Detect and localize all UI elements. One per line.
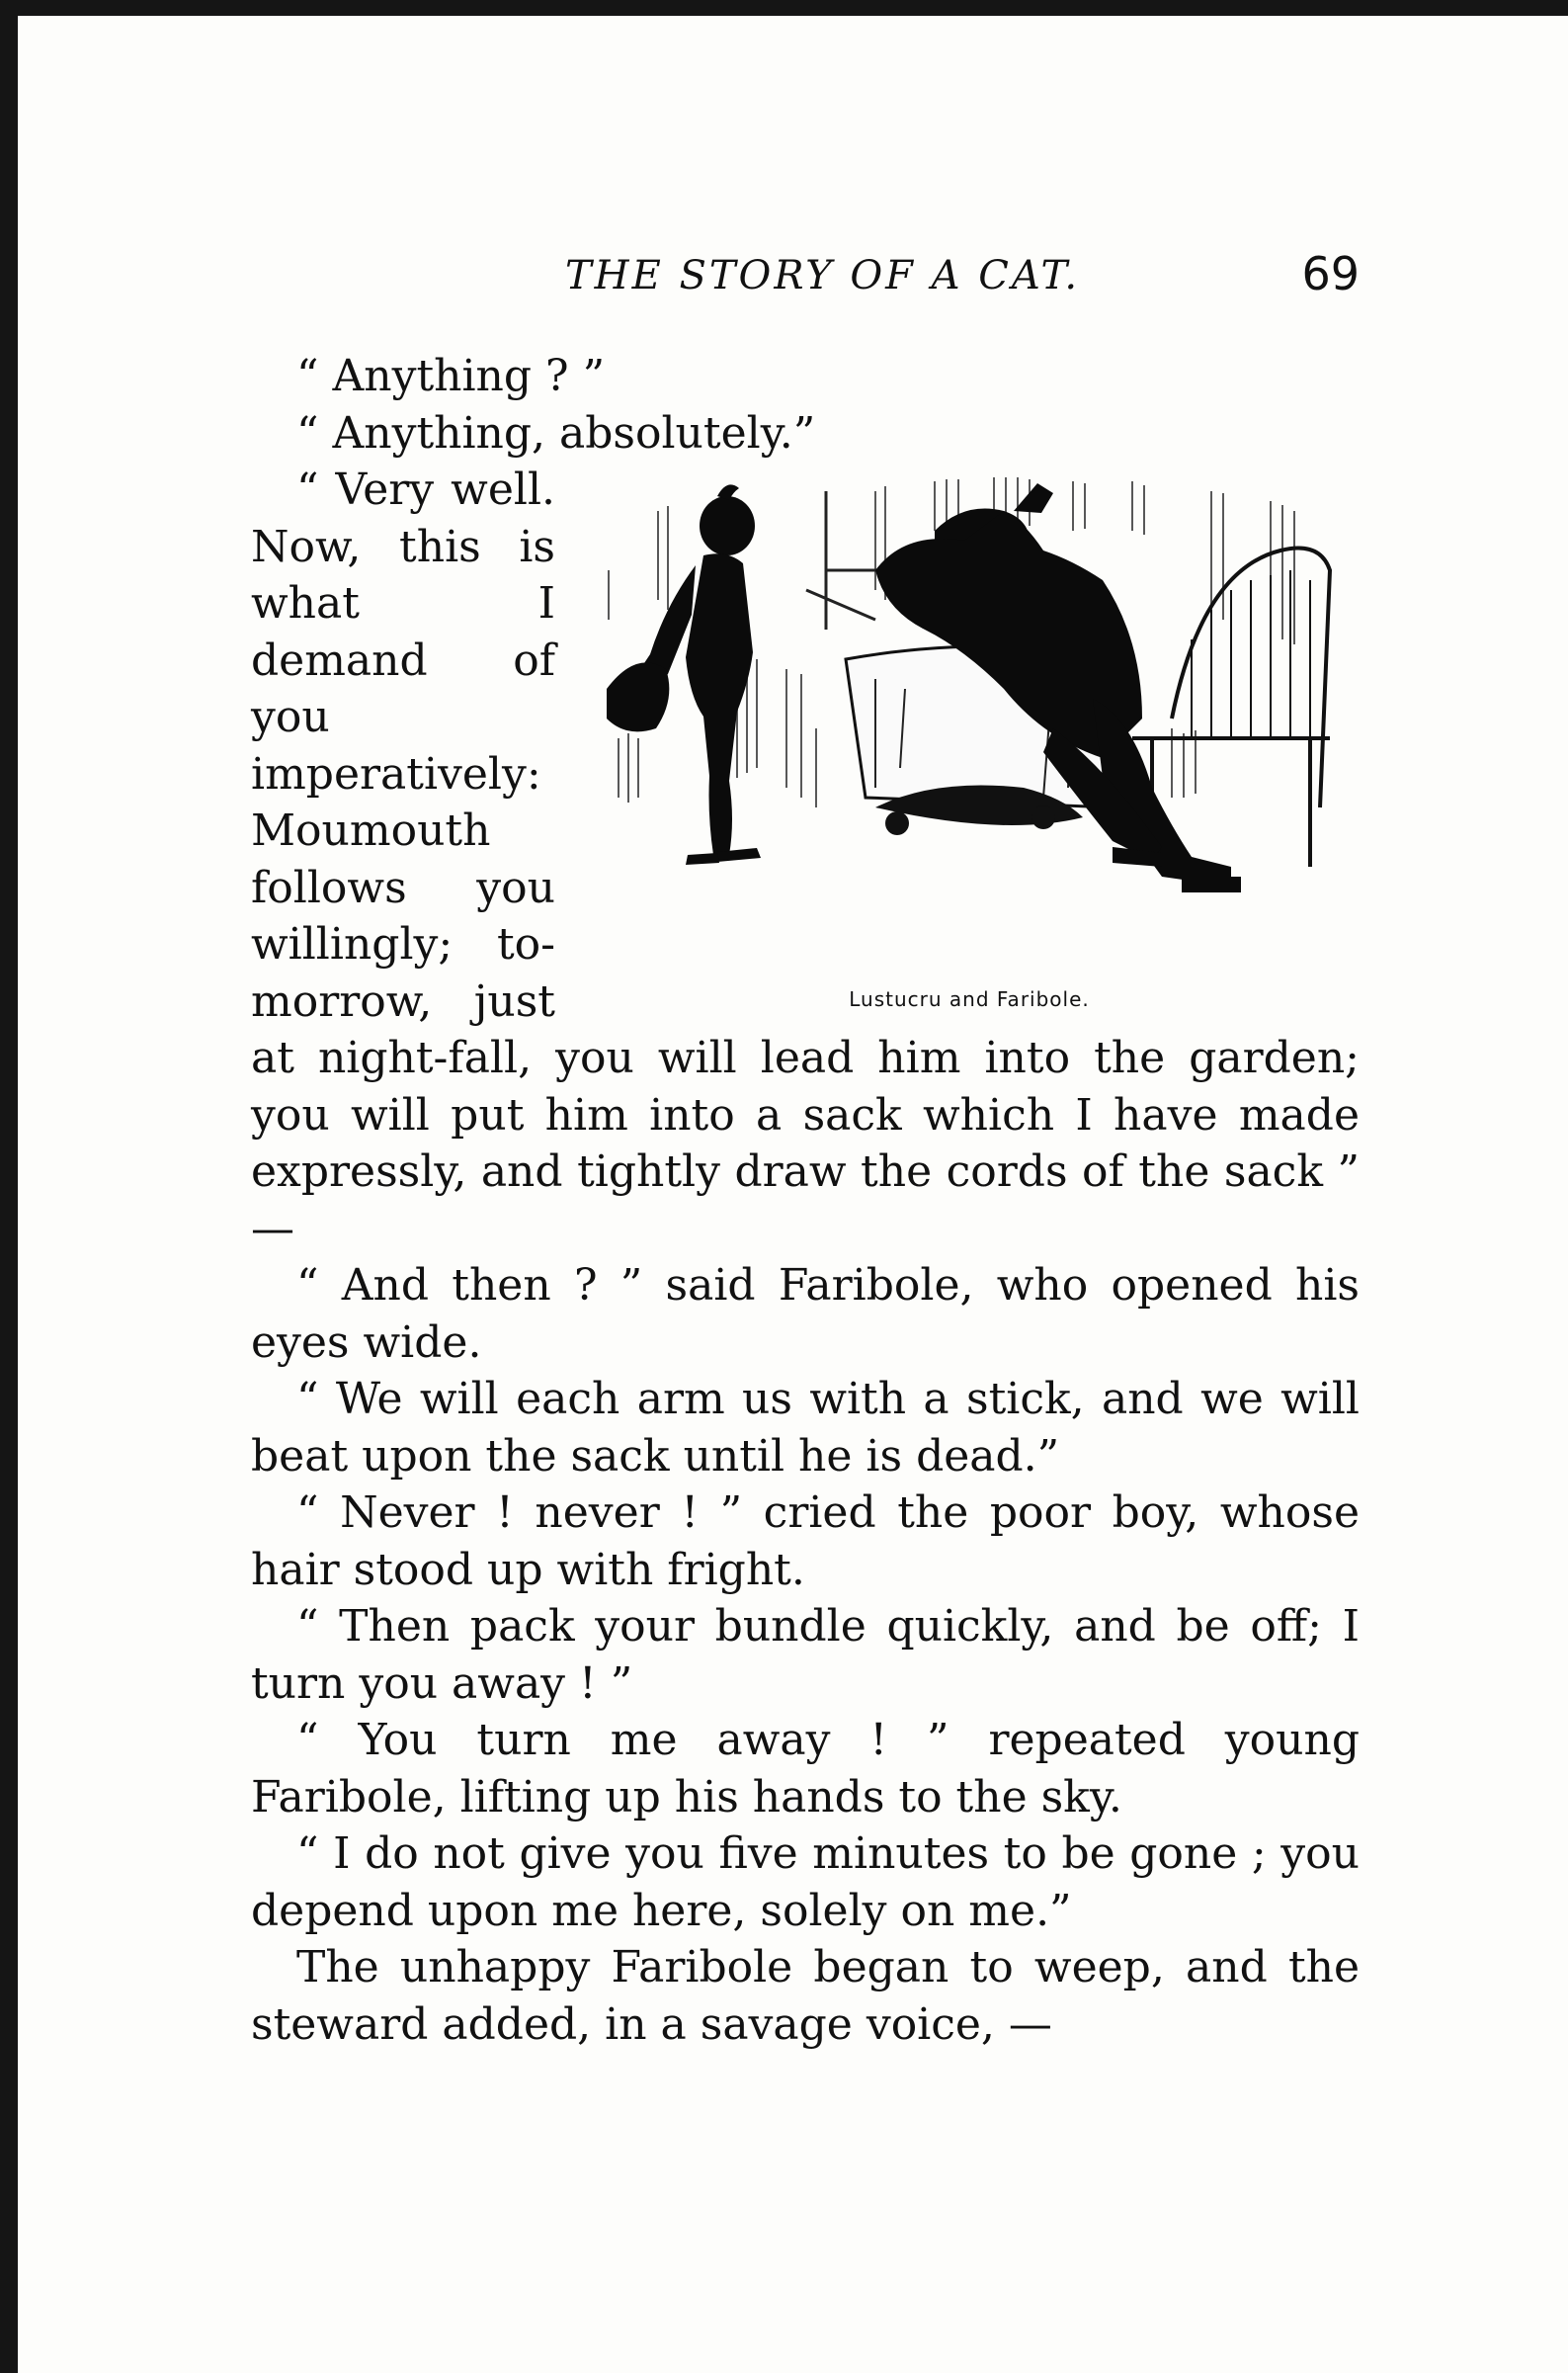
paragraph: “ And then ? ” said Faribole, who opened his eyes wide. bbox=[251, 1260, 1360, 1368]
illustration bbox=[579, 471, 1360, 1011]
page-header bbox=[251, 247, 1360, 312]
paragraph: “ We will each arm us with a stick, and we will beat upon the sack until he is dead.” bbox=[251, 1374, 1360, 1482]
paragraph: “ Then pack your bundle quickly, and be off; I turn you away ! ” bbox=[251, 1601, 1360, 1709]
paragraph: “ Anything ? ” bbox=[296, 351, 606, 401]
running-title: THE STORY OF A CAT. bbox=[565, 253, 1081, 298]
page-number: 69 bbox=[1301, 247, 1360, 300]
paragraph: “ Never ! never ! ” cried the poor boy, whose hair stood up with fright. bbox=[251, 1487, 1360, 1595]
figure-caption: Lustucru and Faribole. bbox=[849, 987, 1090, 1011]
paragraph: “ Anything, absolutely.” bbox=[296, 407, 816, 459]
paragraph: The unhappy Faribole began to weep, and the steward added, in a savage voice, — bbox=[251, 1942, 1360, 2050]
paragraph: “ I do not give you five minutes to be gone ; you depend upon me here, solely on me.” bbox=[251, 1828, 1360, 1936]
body-text bbox=[251, 348, 1360, 2053]
paragraph: “ Very well. Now, this is what I demand of you imperatively: Moumouth follows you willingly; to-morrow, just at night-fall, you will lead him into the garden; you will put him into a sack which I have made expressly, and tightly draw the cords of the sack ” — bbox=[251, 465, 1360, 1254]
paragraph: “ You turn me away ! ” repeated young Faribole, lifting up his hands to the sky. bbox=[251, 1715, 1360, 1822]
silhouette-illustration bbox=[579, 471, 1360, 966]
